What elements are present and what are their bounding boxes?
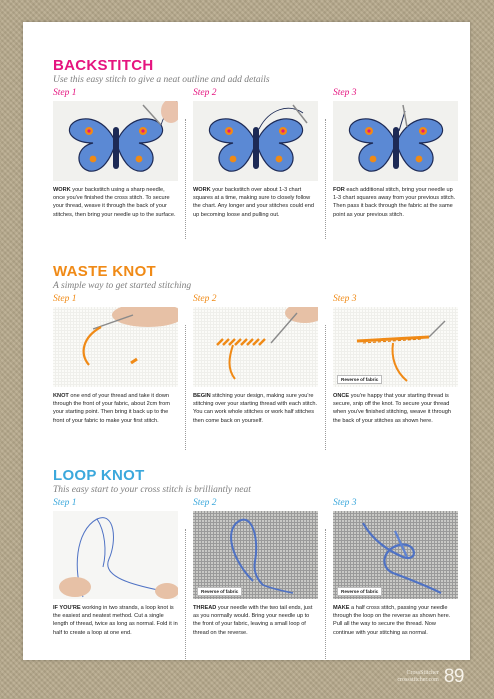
section-title-loop-knot: LOOP KNOT [53, 467, 145, 484]
footer-brand-name: CrossStitcher [406, 670, 439, 676]
reverse-of-fabric-badge: Reverse of fabric [337, 587, 382, 596]
section-subtitle-backstitch: Use this easy stitch to give a neat outline and add details [53, 75, 270, 85]
step-text: your needle with the two tail ends, just as you normally would. Bring your needle up to the front of your fabric, leaving a small loop of thread on the reverse. [193, 605, 313, 636]
loop-knot-step-3 [333, 498, 458, 636]
step-description [193, 392, 318, 425]
reverse-of-fabric-badge: Reverse of fabric [197, 587, 242, 596]
step-text: your backstitch using a sharp needle, once you've finished the cross stitch. To secure your thread, weave it through the back of your stitches, then bring your needle up to the surface. [53, 187, 176, 218]
step-label: Step 3 [333, 88, 357, 98]
step-description [193, 604, 318, 637]
step-label: Step 1 [53, 294, 77, 304]
step-description [53, 392, 178, 425]
thread-loop-illustration [53, 511, 178, 599]
step-lead: WORK [193, 187, 211, 193]
waste-knot-step-3 [333, 294, 458, 424]
page-number: 89 [443, 666, 464, 687]
step-lead: THREAD [193, 605, 217, 611]
aida-fabric-illustration [53, 307, 178, 387]
column-divider [185, 119, 186, 239]
step-text: one end of your thread and take it down through the front of your fabric, about 2cm from your starting point. Then bring it back up to the front of your fabric to make your first stitch. [53, 393, 170, 424]
column-divider [185, 529, 186, 659]
step-lead: IF YOU'RE [53, 605, 81, 611]
butterfly-photo [193, 101, 318, 181]
butterfly-illustration [193, 101, 318, 181]
waste-knot-step-1 [53, 294, 178, 424]
loop-knot-step-2 [193, 498, 318, 636]
step-text: each additional stitch, bring your needle up 1-3 chart squares away from your previous stitch. Then pass it back through the fabric at the same point as your previous stitch. [333, 187, 456, 218]
section-backstitch [53, 57, 458, 218]
page-footer [397, 666, 464, 688]
step-lead: WORK [53, 187, 71, 193]
step-description [333, 186, 458, 219]
step-description [333, 604, 458, 637]
aida-fabric-illustration [193, 307, 318, 387]
footer-brand-site: crossstitcher.com [397, 677, 439, 683]
step-label: Step 3 [333, 498, 357, 508]
step-label: Step 1 [53, 498, 77, 508]
butterfly-illustration [333, 101, 458, 181]
step-description [53, 604, 178, 637]
section-loop-knot [53, 467, 458, 636]
step-text: a half cross stitch, passing your needle through the loop on the reverse as shown here. Pull all the way to secure the thread. Now continue with your stitching as normal. [333, 605, 451, 636]
step-description [53, 186, 178, 219]
section-waste-knot [53, 263, 458, 424]
fabric-photo [193, 307, 318, 387]
fabric-photo [53, 307, 178, 387]
section-title-backstitch: BACKSTITCH [53, 57, 154, 74]
backstitch-step-1 [53, 88, 178, 218]
fabric-photo [333, 307, 458, 387]
step-lead: ONCE [333, 393, 350, 399]
section-subtitle-waste-knot: A simple way to get started stitching [53, 281, 192, 291]
step-label: Step 2 [193, 88, 217, 98]
column-divider [325, 529, 326, 659]
aida-fabric-illustration [193, 511, 318, 599]
backstitch-step-2 [193, 88, 318, 218]
fabric-photo [193, 511, 318, 599]
step-label: Step 2 [193, 498, 217, 508]
step-text: you're happy that your starting thread is secure, snip off the knot. To secure your thread when you've finished stitching, weave it through the back of your stitches as shown here. [333, 393, 451, 424]
waste-knot-step-2 [193, 294, 318, 424]
step-text: your backstitch over about 1-3 chart squares at a time, making sure to closely follow the chart. Any longer and your stitches could end up becoming loose and pulling out. [193, 187, 314, 218]
step-label: Step 3 [333, 294, 357, 304]
step-label: Step 2 [193, 294, 217, 304]
step-label: Step 1 [53, 88, 77, 98]
butterfly-illustration [53, 101, 178, 181]
reverse-of-fabric-badge: Reverse of fabric [337, 375, 382, 384]
step-description [193, 186, 318, 219]
magazine-page [23, 22, 470, 660]
column-divider [185, 325, 186, 450]
step-lead: BEGIN [193, 393, 211, 399]
thread-photo [53, 511, 178, 599]
fabric-photo [333, 511, 458, 599]
step-text: working in two strands, a loop knot is the easiest and neatest method. Cut a single length of thread, twice as long as normal. Fold it in half to create a loop at one end. [53, 605, 178, 636]
footer-brand [397, 670, 439, 684]
step-text: stitching your design, making sure you're stitching over your starting thread with each stitch. You can work whole stitches or work half stitches then come back on yourself. [193, 393, 318, 424]
backstitch-step-3 [333, 88, 458, 218]
column-divider [325, 119, 326, 239]
butterfly-photo [333, 101, 458, 181]
step-lead: MAKE [333, 605, 350, 611]
section-title-waste-knot: WASTE KNOT [53, 263, 156, 280]
loop-knot-step-1 [53, 498, 178, 636]
butterfly-photo [53, 101, 178, 181]
step-lead: KNOT [53, 393, 69, 399]
section-subtitle-loop-knot: This easy start to your cross stitch is brilliantly neat [53, 485, 251, 495]
step-description [333, 392, 458, 425]
step-lead: FOR [333, 187, 345, 193]
aida-fabric-illustration [333, 511, 458, 599]
column-divider [325, 325, 326, 450]
